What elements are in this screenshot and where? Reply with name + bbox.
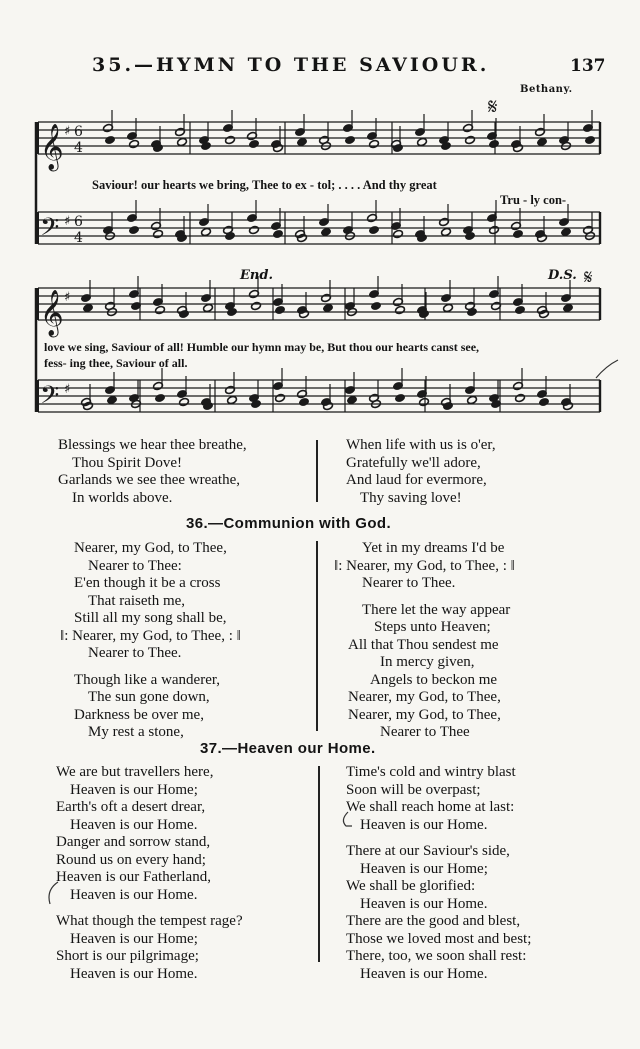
- verse-line: Round us on every hand;: [56, 851, 206, 868]
- lyrics-system1-line2: Tru - ly con-: [500, 193, 567, 207]
- music-symbol: ♯: [64, 382, 71, 397]
- hymn37-title: 37.—Heaven our Home.: [200, 740, 376, 757]
- verse-line: We shall be glorified:: [346, 878, 476, 894]
- verse-line: Heaven is our Home;: [360, 860, 488, 877]
- verse-line: Nearer, my God, to Thee,: [348, 689, 501, 705]
- verse-line: There, too, we soon shall rest:: [346, 948, 527, 964]
- verse-line: Nearer to Thee.: [88, 645, 182, 661]
- verse-line: Still all my song shall be,: [74, 610, 227, 626]
- music-symbol: 𝄋: [488, 95, 498, 120]
- end-marker: End.: [240, 268, 273, 283]
- verse-line: Earth's oft a desert drear,: [56, 799, 206, 815]
- verse-line: Danger and sorrow stand,: [56, 834, 211, 850]
- verse-line: That raiseth me,: [88, 592, 186, 609]
- verse-line: Time's cold and wintry blast: [346, 764, 516, 780]
- page-number: 137: [570, 56, 606, 76]
- verse-line: Blessings we hear thee breathe,: [58, 437, 247, 453]
- verse-line: E'en though it be a cross: [74, 575, 221, 591]
- verse-line: Heaven is our Fatherland,: [56, 869, 211, 885]
- verse-line: Thou Spirit Dove!: [72, 454, 182, 471]
- verse-line: And laud for evermore,: [346, 472, 487, 488]
- music-symbol: 4: [74, 140, 83, 156]
- music-symbol: ♯: [64, 124, 71, 139]
- music-symbol: 4: [74, 230, 83, 246]
- verse-line: My rest a stone,: [88, 724, 184, 740]
- verse-line: Garlands we see thee wreathe,: [58, 472, 240, 488]
- verse-line: Heaven is our Home.: [70, 886, 198, 903]
- verse-line: Heaven is our Home.: [70, 965, 198, 982]
- music-symbol: 6: [74, 124, 83, 140]
- verse-line: There are the good and blest,: [346, 913, 521, 929]
- tune-name: Bethany.: [520, 84, 573, 95]
- verse-line: Gratefully we'll adore,: [346, 454, 481, 471]
- lyrics-system2-line1: love we sing, Saviour of all! Humble our hymn may be, But thou our hearts canst see,: [44, 340, 480, 354]
- music-symbol: 𝄞: [40, 124, 64, 170]
- verse-line: Thy saving love!: [360, 489, 462, 506]
- verse-line: We are but travellers here,: [56, 764, 214, 780]
- verse-line: Yet in my dreams I'd be: [362, 540, 505, 556]
- verse-line: Heaven is our Home.: [70, 816, 198, 833]
- music-symbol: ♯: [64, 290, 71, 305]
- verse-line: Nearer, my God, to Thee,: [74, 540, 227, 556]
- verse-line: ‖: Nearer, my God, to Thee, : ‖: [334, 557, 515, 574]
- verse-line: Soon will be overpast;: [346, 781, 481, 798]
- music-symbol: ♯: [64, 214, 71, 229]
- verse-line: All that Thou sendest me: [348, 636, 499, 653]
- verse-line: Darkness be over me,: [74, 706, 204, 723]
- verse-line: Heaven is our Home.: [360, 895, 488, 912]
- lyrics-system1-line1: Saviour! our hearts we bring, Thee to ex - tol; . . . . And thy great: [92, 178, 437, 192]
- verse-line: Steps unto Heaven;: [374, 619, 491, 635]
- verse-line: Heaven is our Home;: [70, 781, 198, 798]
- verse-line: Heaven is our Home;: [70, 930, 198, 947]
- verse-line: What though the tempest rage?: [56, 913, 243, 929]
- verse-line: Nearer, my God, to Thee,: [348, 706, 501, 723]
- hymn36-title: 36.—Communion with God.: [186, 515, 392, 532]
- verse-line: Heaven is our Home.: [360, 965, 488, 982]
- ds-marker: D.S.: [548, 268, 577, 283]
- verse-line: There let the way appear: [362, 601, 511, 618]
- verse-line: Those we loved most and best;: [346, 930, 532, 947]
- verse-line: In mercy given,: [380, 654, 475, 670]
- verse-line: We shall reach home at last:: [346, 799, 515, 815]
- verse-line: ‖: Nearer, my God, to Thee, : ‖: [60, 627, 241, 644]
- lyrics-system2-line2: fess- ing thee, Saviour of all.: [44, 356, 188, 370]
- music-symbol: 𝄢: [40, 381, 60, 416]
- music-symbol: 𝄋: [584, 265, 593, 289]
- verse-line: There at our Saviour's side,: [346, 843, 510, 859]
- music-symbol: 6: [74, 214, 83, 230]
- music-symbol: 𝄢: [40, 213, 60, 248]
- verse-line: In worlds above.: [72, 489, 173, 506]
- verse-line: Nearer to Thee.: [362, 575, 456, 591]
- verse-line: The sun gone down,: [88, 689, 210, 705]
- verse-line: Though like a wanderer,: [74, 671, 221, 688]
- verse-line: Heaven is our Home.: [360, 816, 488, 833]
- hymn-title: 35.—HYMN TO THE SAVIOUR.: [92, 54, 490, 76]
- verse-line: Nearer to Thee: [380, 724, 470, 740]
- music-symbol: 𝄞: [40, 290, 64, 336]
- verse-line: Short is our pilgrimage;: [56, 948, 199, 964]
- verse-line: Angels to beckon me: [370, 671, 498, 688]
- verse-line: When life with us is o'er,: [346, 437, 496, 453]
- verse-line: Nearer to Thee:: [88, 557, 182, 574]
